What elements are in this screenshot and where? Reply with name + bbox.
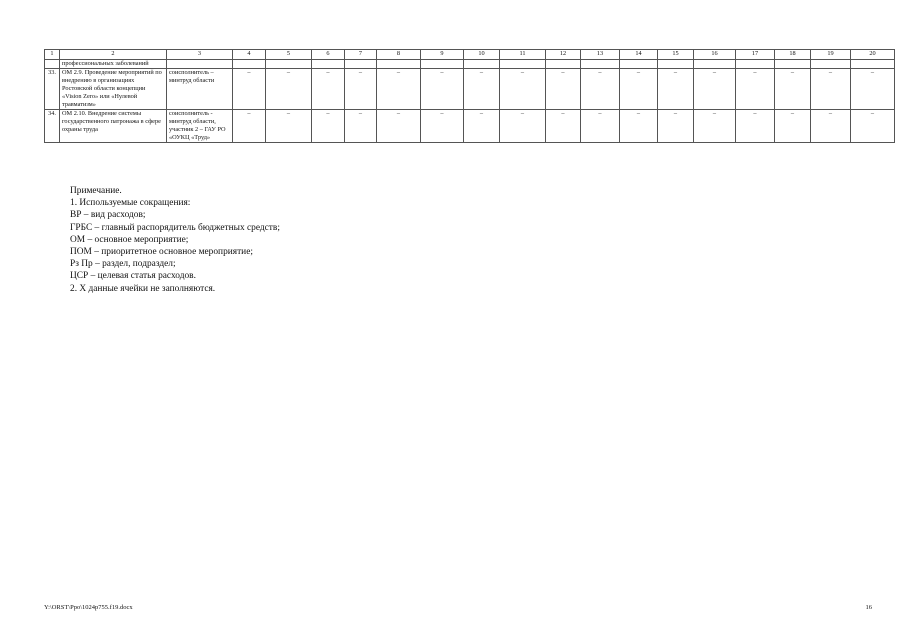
value-cell: –: [377, 69, 421, 110]
executor-cell: соисполнитель - минтруд области, участник 2 – ГАУ РО «ОУКЦ «Труд»: [167, 110, 233, 143]
empty-cell: [377, 60, 421, 69]
column-number-header: 3: [167, 50, 233, 60]
empty-cell: [464, 60, 500, 69]
value-cell: –: [233, 69, 266, 110]
value-cell: –: [464, 110, 500, 143]
column-number-header: 15: [658, 50, 694, 60]
value-cell: –: [421, 110, 464, 143]
value-cell: –: [694, 110, 736, 143]
empty-cell: [775, 60, 811, 69]
value-cell: –: [851, 69, 895, 110]
note-line: 1. Используемые сокращения:: [70, 198, 191, 209]
footer-file-path: Y:\ORST\Ppo\1024p755.f19.docx: [44, 604, 133, 611]
table-row-continuation: [45, 60, 895, 69]
value-cell: –: [500, 110, 546, 143]
empty-cell: [736, 60, 775, 69]
column-number-header: 13: [581, 50, 620, 60]
empty-cell: [811, 60, 851, 69]
value-cell: –: [312, 69, 345, 110]
value-cell: –: [736, 110, 775, 143]
value-cell: –: [500, 69, 546, 110]
value-cell: –: [266, 110, 312, 143]
empty-cell: [658, 60, 694, 69]
value-cell: –: [694, 69, 736, 110]
value-cell: –: [620, 69, 658, 110]
empty-cell: [581, 60, 620, 69]
row-number-cell: 33.: [45, 69, 60, 110]
measure-cell: ОМ 2.10. Внедрение системы государственного патронажа в сфере охраны труда: [60, 110, 167, 143]
value-cell: –: [775, 110, 811, 143]
note-line: ПОМ – приоритетное основное мероприятие;: [70, 247, 253, 258]
page-number: 16: [865, 604, 872, 611]
table-row: [45, 69, 895, 110]
notes-title: Примечание.: [70, 186, 122, 196]
column-number-header: 14: [620, 50, 658, 60]
value-cell: –: [581, 110, 620, 143]
executor-cell: соисполнитель – минтруд области: [167, 69, 233, 110]
column-number-header: 12: [546, 50, 581, 60]
empty-cell: [167, 60, 233, 69]
empty-cell: [500, 60, 546, 69]
measure-cell: профессиональных заболеваний: [60, 60, 167, 69]
value-cell: –: [233, 110, 266, 143]
column-number-header: 4: [233, 50, 266, 60]
note-line: 2. Х данные ячейки не заполняются.: [70, 283, 216, 294]
empty-cell: [421, 60, 464, 69]
value-cell: –: [345, 69, 377, 110]
value-cell: –: [658, 110, 694, 143]
column-number-header: 8: [377, 50, 421, 60]
value-cell: –: [464, 69, 500, 110]
value-cell: –: [581, 69, 620, 110]
empty-cell: [312, 60, 345, 69]
empty-cell: [233, 60, 266, 69]
table-header-row: [45, 50, 895, 60]
column-number-header: 20: [851, 50, 895, 60]
row-number-cell: [45, 60, 60, 69]
column-number-header: 5: [266, 50, 312, 60]
value-cell: –: [851, 110, 895, 143]
value-cell: –: [345, 110, 377, 143]
value-cell: –: [811, 69, 851, 110]
table-row: [45, 110, 895, 143]
note-line: ОМ – основное мероприятие;: [70, 234, 189, 245]
empty-cell: [851, 60, 895, 69]
value-cell: –: [811, 110, 851, 143]
note-line: ЦСР – целевая статья расходов.: [70, 271, 196, 282]
note-line: Рз Пр – раздел, подраздел;: [70, 259, 176, 270]
column-number-header: 17: [736, 50, 775, 60]
column-number-header: 7: [345, 50, 377, 60]
note-line: ВР – вид расходов;: [70, 210, 146, 221]
value-cell: –: [658, 69, 694, 110]
empty-cell: [694, 60, 736, 69]
budget-table: [44, 49, 895, 143]
value-cell: –: [421, 69, 464, 110]
value-cell: –: [377, 110, 421, 143]
column-number-header: 11: [500, 50, 546, 60]
value-cell: –: [620, 110, 658, 143]
notes-section: [70, 185, 280, 295]
value-cell: –: [546, 69, 581, 110]
row-number-cell: 34.: [45, 110, 60, 143]
measure-cell: ОМ 2.9. Проведение мероприятий по внедрению в организациях Ростовской области концепции «Vision Zero» или «Нулевой травматизм»: [60, 69, 167, 110]
column-number-header: 2: [60, 50, 167, 60]
empty-cell: [620, 60, 658, 69]
column-number-header: 9: [421, 50, 464, 60]
value-cell: –: [775, 69, 811, 110]
column-number-header: 6: [312, 50, 345, 60]
value-cell: –: [736, 69, 775, 110]
column-number-header: 1: [45, 50, 60, 60]
column-number-header: 18: [775, 50, 811, 60]
empty-cell: [266, 60, 312, 69]
column-number-header: 10: [464, 50, 500, 60]
column-number-header: 16: [694, 50, 736, 60]
note-line: ГРБС – главный распорядитель бюджетных средств;: [70, 222, 280, 233]
empty-cell: [345, 60, 377, 69]
value-cell: –: [266, 69, 312, 110]
value-cell: –: [312, 110, 345, 143]
empty-cell: [546, 60, 581, 69]
column-number-header: 19: [811, 50, 851, 60]
value-cell: –: [546, 110, 581, 143]
